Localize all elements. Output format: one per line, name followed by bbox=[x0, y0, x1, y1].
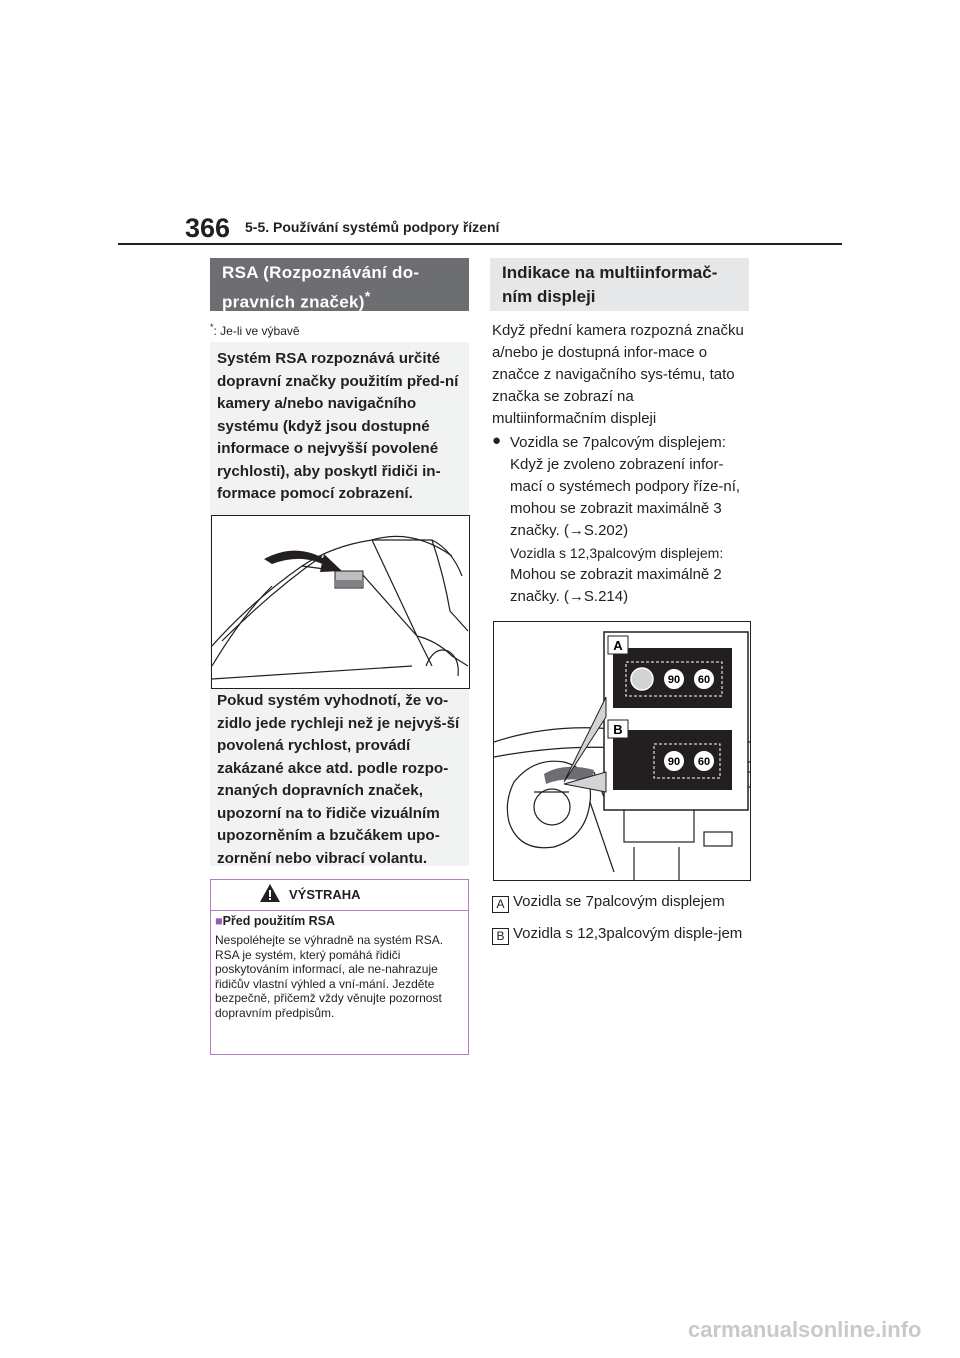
warning-text: Nespoléhejte se výhradně na systém RSA. RSA je systém, který pomáhá řidiči poskytováním informací, ale ne-nahrazuje řidičův vlastní výhled a vní-mání. Jezděte bezpečně, přičemž vždy věnujte pozornost dopravním předpisům. bbox=[215, 933, 444, 1020]
rsa-heading bbox=[210, 258, 469, 311]
warning-box bbox=[210, 879, 469, 1055]
warning-subtitle: ■Před použitím RSA bbox=[215, 914, 336, 928]
display-intro-text: Když přední kamera rozpozná značku a/nebo je dostupná infor-mace o značce z navigačního sys-tému, tato značka se zobrazí na multiinformačním displeji bbox=[492, 322, 744, 427]
page-number: 366 bbox=[185, 213, 231, 243]
legend-a-box: A bbox=[492, 896, 509, 913]
display-heading-line2: ním displeji bbox=[502, 287, 596, 306]
legend-b-box: B bbox=[492, 928, 509, 945]
sub-12inch-label: Vozidla s 12,3palcovým displejem: bbox=[510, 545, 724, 561]
rsa-heading-line2: pravních značek)* bbox=[222, 289, 371, 312]
legend-b-text: Vozidla s 12,3palcovým disple-jem bbox=[513, 925, 743, 942]
dashboard-drawing bbox=[494, 622, 750, 880]
rsa-operation-text: Pokud systém vyhodnotí, že vo-zidlo jede rychleji než je nejvyš-ší povolená rychlost, provádí zakázané akce atd. podle rozpo-znaných dopravních značek, upozorní na to řidiče vizuálním upozorněním a bzučákem upo-zornění nebo vibrací volantu. bbox=[217, 692, 460, 867]
windshield-camera-drawing bbox=[212, 516, 469, 688]
rsa-heading-line1: RSA (Rozpoznávání do- bbox=[222, 263, 420, 282]
warning-title: VÝSTRAHA bbox=[289, 887, 361, 902]
display-heading bbox=[490, 258, 749, 311]
header-rule bbox=[118, 243, 842, 245]
legend-a bbox=[492, 891, 725, 913]
bullet-7inch-text: Vozidla se 7palcovým displejem: Když je zvoleno zobrazení infor-mací o systémech podpory říze-ní, mohou se zobrazit maximálně 3 značky. (→S.202) bbox=[510, 434, 741, 539]
windshield-camera-illustration bbox=[211, 515, 470, 689]
warning-triangle-icon bbox=[259, 883, 281, 903]
footnote: *: Je-li ve výbavě bbox=[210, 322, 300, 338]
label-b-display: B bbox=[613, 722, 623, 737]
warning-header bbox=[211, 880, 468, 911]
heading-star: * bbox=[364, 289, 371, 305]
watermark: carmanualsonline.info bbox=[688, 1317, 922, 1342]
sign-60-a: 60 bbox=[697, 674, 711, 686]
section-title: 5-5. Používání systémů podpory řízení bbox=[245, 219, 500, 235]
label-a-display: A bbox=[613, 638, 623, 653]
multi-display-illustration bbox=[493, 621, 751, 881]
legend-b bbox=[492, 923, 752, 945]
display-heading-line1: Indikace na multiinformač- bbox=[502, 263, 718, 282]
rsa-intro-text: Systém RSA rozpoznává určité dopravní značky použitím před-ní kamery a/nebo navigačního systému (když jsou dostupné informace o nejvyšší povolené rychlosti), aby poskytl řidiči in-formace pomocí zobrazení. bbox=[217, 350, 459, 502]
sign-90-b: 90 bbox=[667, 756, 681, 768]
sub-12inch-text: Mohou se zobrazit maximálně 2 značky. (→S.214) bbox=[510, 566, 722, 605]
legend-a-text: Vozidla se 7palcovým displejem bbox=[513, 893, 725, 910]
bullet-icon: ● bbox=[492, 432, 502, 449]
sign-90-a: 90 bbox=[667, 674, 681, 686]
sign-60-b: 60 bbox=[697, 756, 711, 768]
